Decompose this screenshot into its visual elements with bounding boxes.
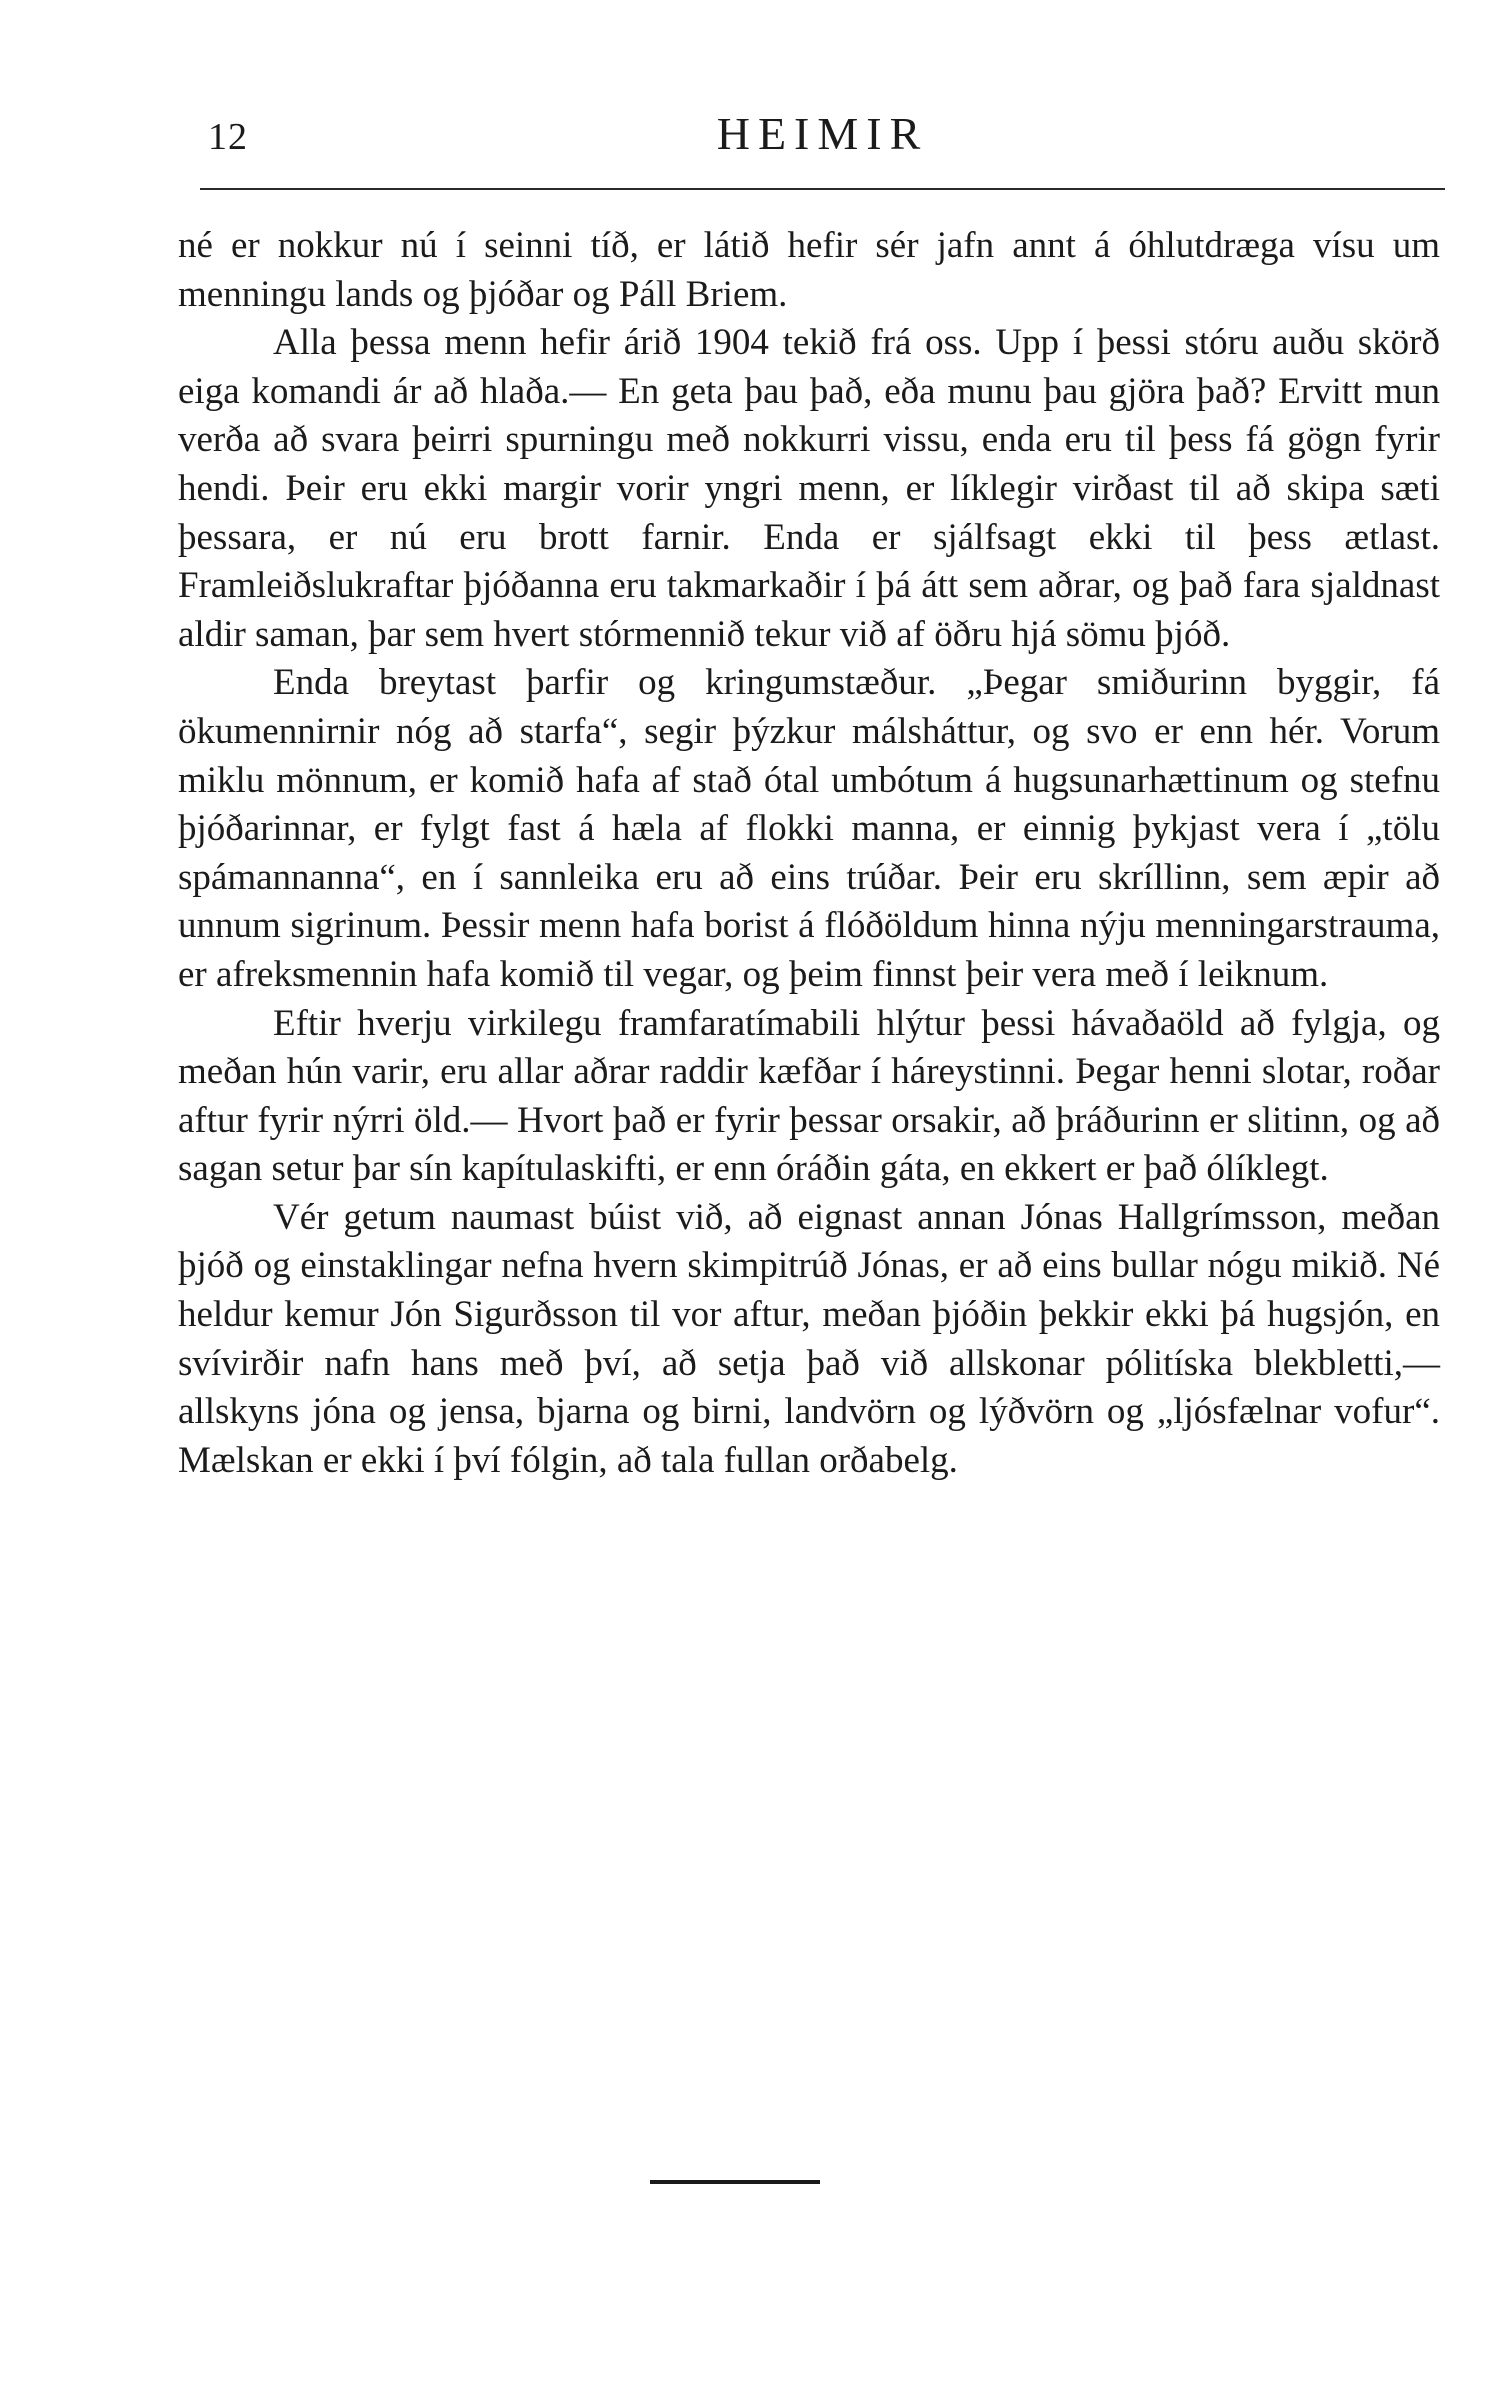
header-rule — [200, 188, 1445, 190]
paragraph: Enda breytast þarfir og kringumstæður. „Þegar smiðurinn byggir, fá ökumennirnir nóg að starfa“, segir þýzkur málsháttur, og svo er enn hér. Vorum miklu mönnum, er komið hafa af stað ótal umbótum á hugsunarhættinum og stefnu þjóðarinnar, er fylgt fast á hæla af flokki manna, er einnig þykjast vera í „tölu spámannanna“, en í sannleika eru að eins trúðar. Þeir eru skríllinn, sem æpir að unnum sigrinum. Þessir menn hafa borist á flóðöldum hinna nýju menningarstrauma, er afreksmennin hafa komið til vegar, og þeim finnst þeir vera með í leiknum. — [178, 662, 1440, 995]
page-number: 12 — [208, 116, 248, 158]
section-end-rule — [650, 2180, 820, 2184]
paragraph: Eftir hverju virkilegu framfaratímabili hlýtur þessi hávaðaöld að fylgja, og meðan hún varir, eru allar aðrar raddir kæfðar í háreystinni. Þegar henni slotar, roðar aftur fyrir nýrri öld.— Hvort það er fyrir þessar orsakir, að þráðurinn er slitinn, og að sagan setur þar sín kapítulaskifti, er enn óráðin gáta, en ekkert er það ólíklegt. — [178, 1002, 1440, 1190]
running-head — [200, 105, 1445, 165]
paragraph: Vér getum naumast búist við, að eignast annan Jónas Hallgrímsson, meðan þjóð og einstaklingar nefna hvern skimpitrúð Jónas, er að eins bullar nógu mikið. Né heldur kemur Jón Sigurðsson til vor aftur, meðan þjóðin þekkir ekki þá hugsjón, en svívirðir nafn hans með því, að setja það við allskonar pólitíska blekbletti,— allskyns jóna og jensa, bjarna og birni, landvörn og lýðvörn og „ljósfælnar vofur“. Mælskan er ekki í því fólgin, að tala fullan orðabelg. — [178, 1196, 1440, 1481]
body-text — [178, 222, 1440, 1485]
paragraph: Alla þessa menn hefir árið 1904 tekið frá oss. Upp í þessi stóru auðu skörð eiga komandi ár að hlaða.— En geta þau það, eða munu þau gjöra það? Ervitt mun verða að svara þeirri spurningu með nokkurri vissu, enda eru til þess fá gögn fyrir hendi. Þeir eru ekki margir vorir yngri menn, er líklegir virðast til að skipa sæti þessara, er nú eru brott farnir. Enda er sjálfsagt ekki til þess ætlast. Framleiðslukraftar þjóðanna eru takmarkaðir í þá átt sem aðrar, og það fara sjaldnast aldir saman, þar sem hvert stórmennið tekur við af öðru hjá sömu þjóð. — [178, 322, 1440, 655]
paragraph-continuation: né er nokkur nú í seinni tíð, er látið hefir sér jafn annt á óhlutdræga vísu um menningu lands og þjóðar og Páll Briem. — [178, 225, 1440, 315]
journal-title: HEIMIR — [716, 108, 929, 159]
